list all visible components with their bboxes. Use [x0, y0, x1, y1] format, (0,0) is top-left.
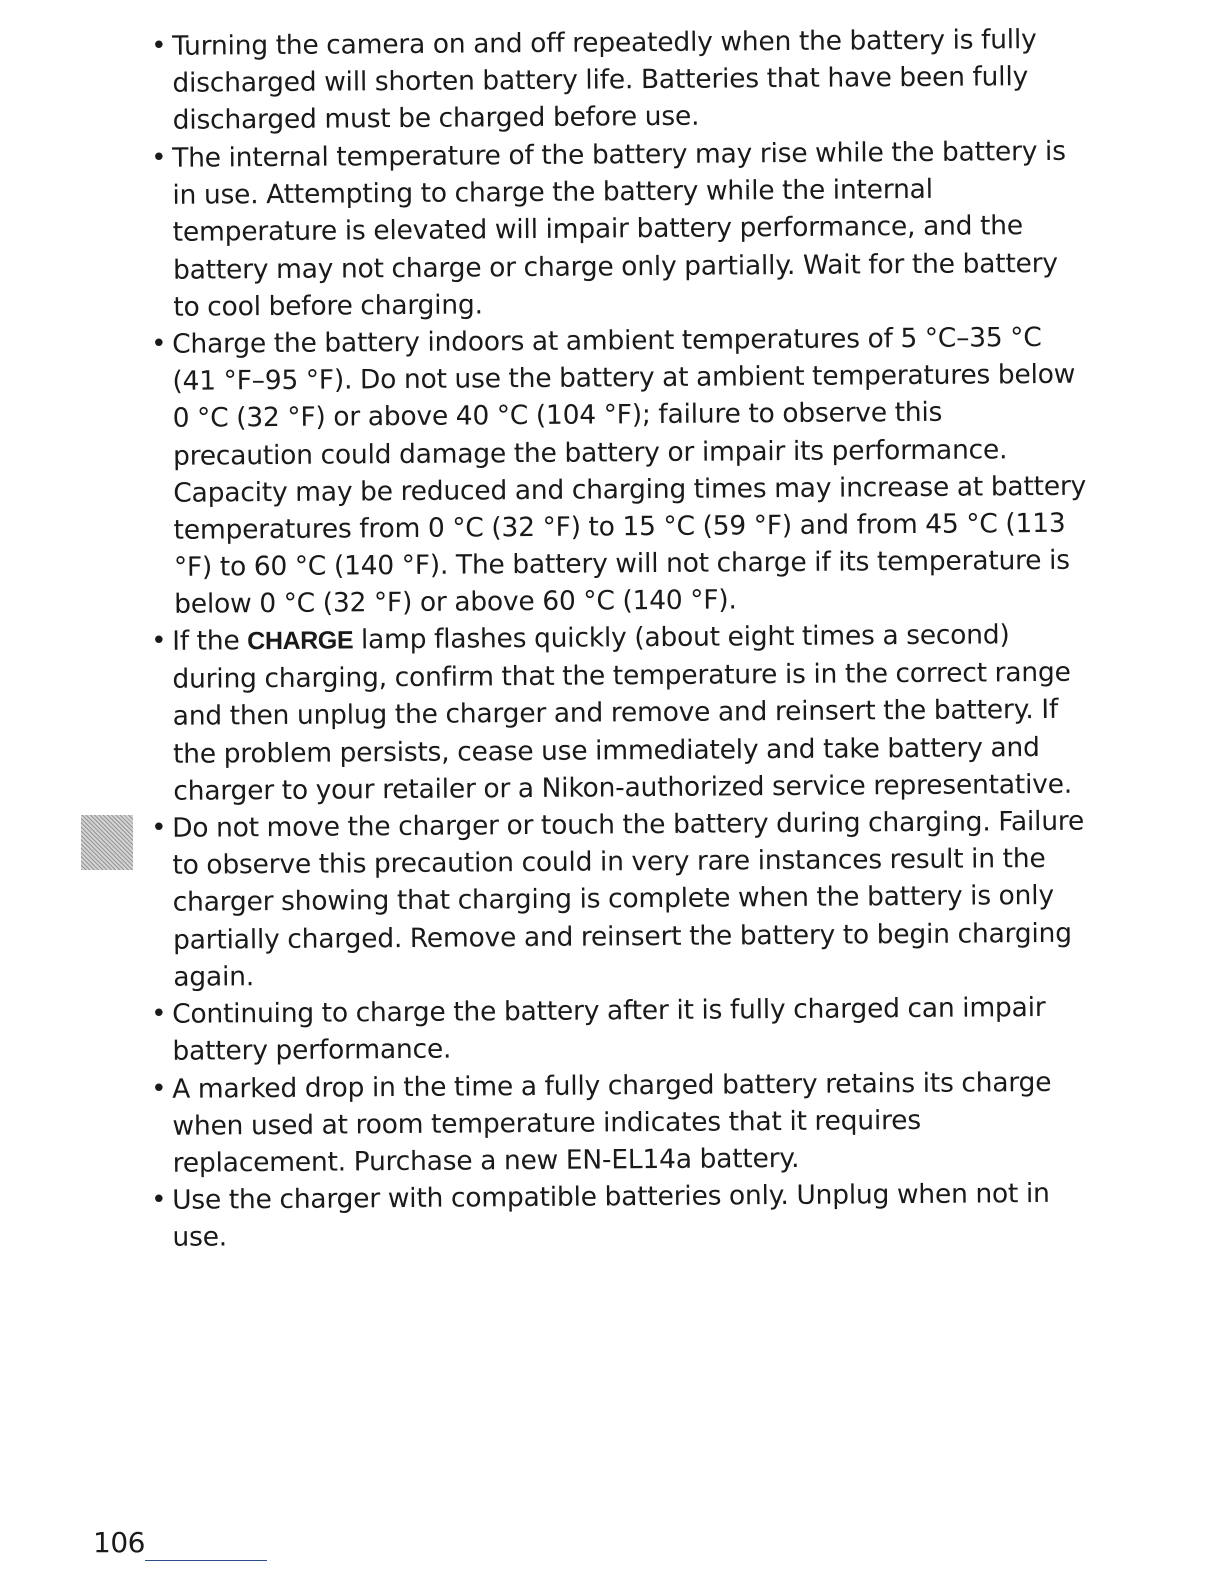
section-thumb-tab: [81, 815, 133, 870]
list-item-text: Do not move the charger or touch the battery during charging. Failure to observe this precaution could in very rare instances result in the charger showing that charging is complete when the battery is only partially charged. Remove and reinsert the battery to begin charging again.: [172, 805, 1085, 993]
list-item-text: Turning the camera on and off repeatedly when the battery is fully discharged will shorten battery life. Batteries that have been fully discharged must be charged before use.: [172, 24, 1037, 137]
bullet-marker: •: [151, 999, 167, 1030]
bullet-marker: •: [151, 626, 167, 657]
list-item-text: Use the charger with compatible batteries only. Unplug when not in use.: [172, 1178, 1050, 1254]
list-item: [148, 1175, 1089, 1257]
list-item-text: The internal temperature of the battery may rise while the battery is in use. Attempting to charge the battery while the internal temperature is elevated will impair battery performance, and the battery may not charge or charge only partially. Wait for the battery to cool before charging.: [172, 135, 1066, 323]
page-number: 106: [93, 1526, 145, 1559]
list-item-text: A marked drop in the time a fully charged battery retains its charge when used at room temperature indicates that it requires replacement. Purchase a new EN-EL14a battery.: [172, 1066, 1052, 1179]
bullet-marker: •: [151, 1073, 167, 1104]
list-item: [148, 989, 1089, 1071]
list-item-text-suffix: lamp flashes quickly (about eight times a second) during charging, confirm that the temperature is in the correct range and then unplug the charger and remove and reinsert the battery. If the problem persists, cease use immediately and take battery and charger to your retailer or a Nikon-authorized service representative.: [172, 619, 1073, 807]
page-footer: [93, 1526, 273, 1566]
bullet-marker: •: [151, 328, 167, 359]
charge-lamp-label: CHARGE: [247, 626, 354, 656]
bullet-marker: •: [151, 30, 167, 61]
bullet-marker: •: [151, 142, 167, 173]
list-item-text-prefix: If the: [172, 625, 248, 658]
list-item: [148, 132, 1089, 325]
list-item: [148, 21, 1089, 140]
bullet-marker: •: [151, 1185, 167, 1216]
list-item-text: Charge the battery indoors at ambient temperatures of 5 °C–35 °C (41 °F–95 °F). Do not use the battery at ambient temperatures below 0 °C (32 °F) or above 40 °C (104 °F); failure to observe this precaution could damage the battery or impair its performance. Capacity may be reduced and charging times may increase at battery temperatures from 0 °C (32 °F) to 15 °C (59 °F) and from 45 °C (113 °F) to 60 °C (140 °F). The battery will not charge if its temperature is below 0 °C (32 °F) or above 60 °C (140 °F).: [172, 321, 1087, 620]
list-item-text: Continuing to charge the battery after it is fully charged can impair battery performance.: [172, 992, 1046, 1068]
list-item: [148, 616, 1089, 810]
list-item: [148, 1063, 1089, 1182]
list-item: [148, 803, 1089, 996]
bullet-marker: •: [151, 813, 167, 844]
battery-precautions-list: [148, 24, 1088, 1257]
footer-rule: [145, 1560, 267, 1561]
list-item: [148, 318, 1090, 623]
